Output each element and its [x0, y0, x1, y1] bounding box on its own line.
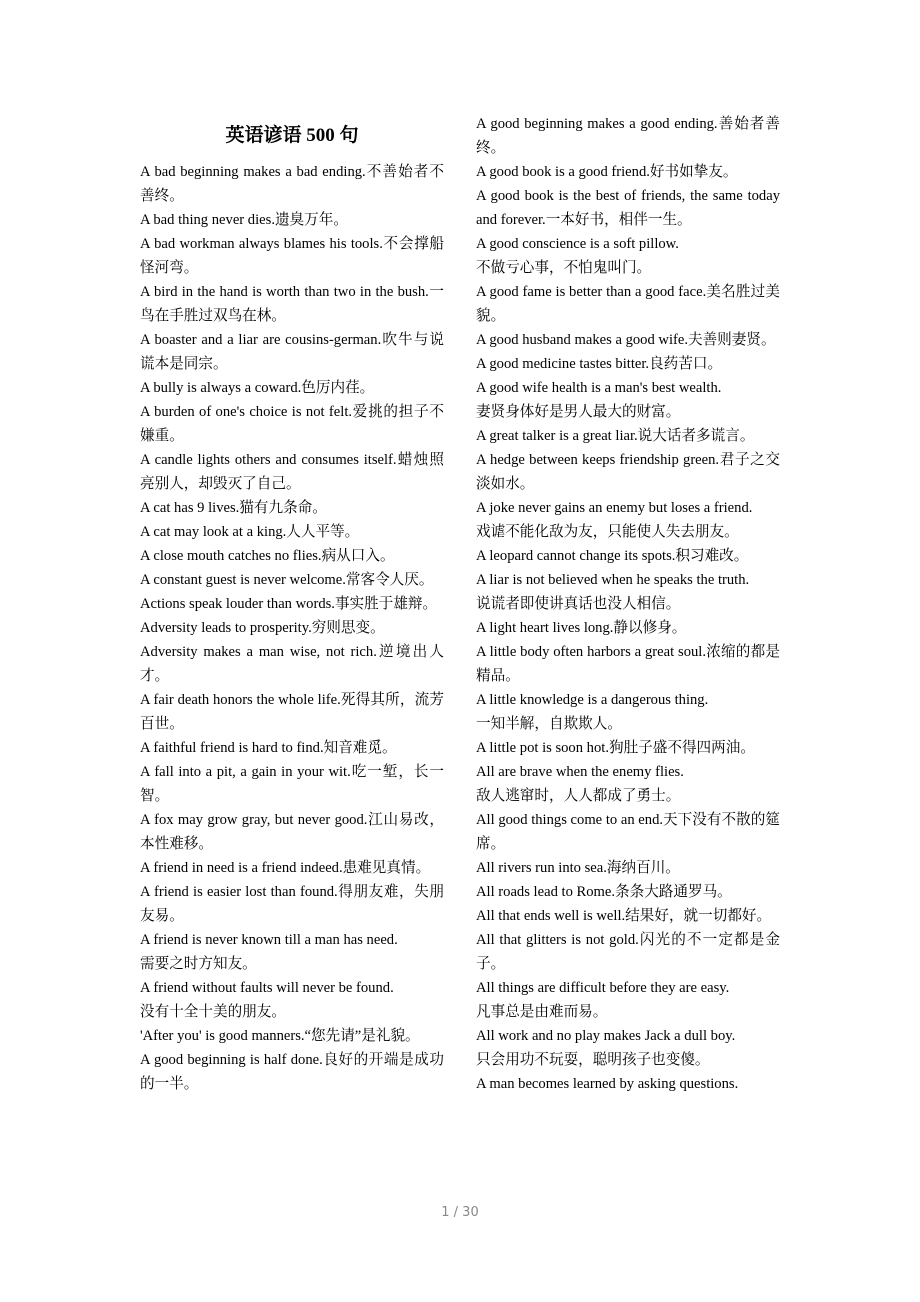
proverb-entry: Actions speak louder than words.事实胜于雄辩。: [140, 596, 438, 612]
proverb-entry: 'After you' is good manners.“您先请”是礼貌。: [140, 1028, 420, 1044]
proverb-entry: A bad thing never dies.遗臭万年。: [140, 212, 348, 228]
proverb-entry: A friend without faults will never be found. 没有十全十美的朋友。: [140, 980, 394, 1020]
proverb-entry: All roads lead to Rome.条条大路通罗马。: [476, 884, 732, 900]
proverb-entry: A good wife health is a man's best wealth. 妻贤身体好是男人最大的财富。: [476, 380, 722, 420]
proverb-entry: All work and no play makes Jack a dull boy. 只会用功不玩耍，聪明孩子也变傻。: [476, 1028, 736, 1068]
proverb-entry: A bird in the hand is worth than two in the bush.一鸟在手胜过双鸟在林。: [140, 284, 444, 324]
right-column: [476, 112, 780, 1096]
proverb-entry: A fox may grow gray, but never good.江山易改，本性难移。: [140, 812, 444, 852]
proverb-entry: A burden of one's choice is not felt.爱挑的担子不嫌重。: [140, 404, 444, 444]
proverb-entry: A hedge between keeps friendship green.君子之交淡如水。: [476, 452, 780, 492]
proverb-entry: A friend is easier lost than found.得朋友难，失朋友易。: [140, 884, 444, 924]
left-column: [140, 112, 444, 1096]
proverb-entry: A constant guest is never welcome.常客令人厌。: [140, 572, 434, 588]
proverb-entry: A boaster and a liar are cousins-german.吹牛与说谎本是同宗。: [140, 332, 444, 372]
proverb-entry: A good beginning makes a good ending.善始者善终。: [476, 116, 780, 156]
proverb-entry: A candle lights others and consumes itself.蜡烛照亮别人，却毁灭了自己。: [140, 452, 444, 492]
proverb-entry: A fall into a pit, a gain in your wit.吃一堑，长一智。: [140, 764, 444, 804]
proverb-entry: A bad beginning makes a bad ending.不善始者不善终。: [140, 164, 444, 204]
proverb-entry: A little body often harbors a great soul.浓缩的都是精品。: [476, 644, 780, 684]
proverb-entry: A good book is the best of friends, the same today and forever.一本好书，相伴一生。: [476, 188, 780, 228]
proverb-entry: A friend is never known till a man has need. 需要之时方知友。: [140, 932, 398, 972]
proverb-entry: All good things come to an end.天下没有不散的筵席。: [476, 812, 780, 852]
proverb-entry: A cat has 9 lives.猫有九条命。: [140, 500, 327, 516]
proverb-entry: A little pot is soon hot.狗肚子盛不得四两油。: [476, 740, 755, 756]
proverb-entry: A faithful friend is hard to find.知音难觅。: [140, 740, 397, 756]
left-proverb-list: [140, 160, 444, 1096]
proverb-entry: All things are difficult before they are easy. 凡事总是由难而易。: [476, 980, 730, 1020]
proverb-entry: A good book is a good friend.好书如挚友。: [476, 164, 738, 180]
proverb-entry: A bad workman always blames his tools.不会撑船怪河弯。: [140, 236, 444, 276]
proverb-entry: A good fame is better than a good face.美名胜过美貌。: [476, 284, 780, 324]
proverb-entry: All rivers run into sea.海纳百川。: [476, 860, 680, 876]
proverb-entry: A joke never gains an enemy but loses a friend. 戏谑不能化敌为友，只能使人失去朋友。: [476, 500, 753, 540]
proverb-entry: All that glitters is not gold.闪光的不一定都是金子。: [476, 932, 780, 972]
proverb-entry: A fair death honors the whole life.死得其所，流芳百世。: [140, 692, 444, 732]
proverb-entry: Adversity makes a man wise, not rich.逆境出人才。: [140, 644, 444, 684]
proverb-entry: A liar is not believed when he speaks the truth. 说谎者即使讲真话也没人相信。: [476, 572, 750, 612]
proverb-entry: A friend in need is a friend indeed.患难见真情。: [140, 860, 431, 876]
proverb-entry: A man becomes learned by asking questions.: [476, 1076, 739, 1092]
page-title: 英语谚语 500 句: [225, 125, 359, 146]
proverb-entry: A little knowledge is a dangerous thing. 一知半解，自欺欺人。: [476, 692, 709, 732]
proverb-entry: All are brave when the enemy flies. 敌人逃窜时，人人都成了勇士。: [476, 764, 684, 804]
page-indicator: 1 / 30: [441, 1205, 479, 1220]
proverb-entry: A light heart lives long.静以修身。: [476, 620, 687, 636]
proverb-entry: A bully is always a coward.色厉内荏。: [140, 380, 375, 396]
proverb-entry: A good medicine tastes bitter.良药苦口。: [476, 356, 723, 372]
proverb-entry: A good conscience is a soft pillow. 不做亏心事，不怕鬼叫门。: [476, 236, 679, 276]
proverb-entry: A cat may look at a king.人人平等。: [140, 524, 360, 540]
proverb-entry: All that ends well is well.结果好，就一切都好。: [476, 908, 772, 924]
proverb-entry: Adversity leads to prosperity.穷则思变。: [140, 620, 385, 636]
proverb-entry: A good husband makes a good wife.夫善则妻贤。: [476, 332, 776, 348]
proverb-entry: A good beginning is half done.良好的开端是成功的一半。: [140, 1052, 444, 1092]
proverb-entry: A leopard cannot change its spots.积习难改。: [476, 548, 749, 564]
right-proverb-list: [476, 112, 780, 1096]
proverb-entry: A close mouth catches no flies.病从口入。: [140, 548, 395, 564]
proverb-entry: A great talker is a great liar.说大话者多谎言。: [476, 428, 755, 444]
